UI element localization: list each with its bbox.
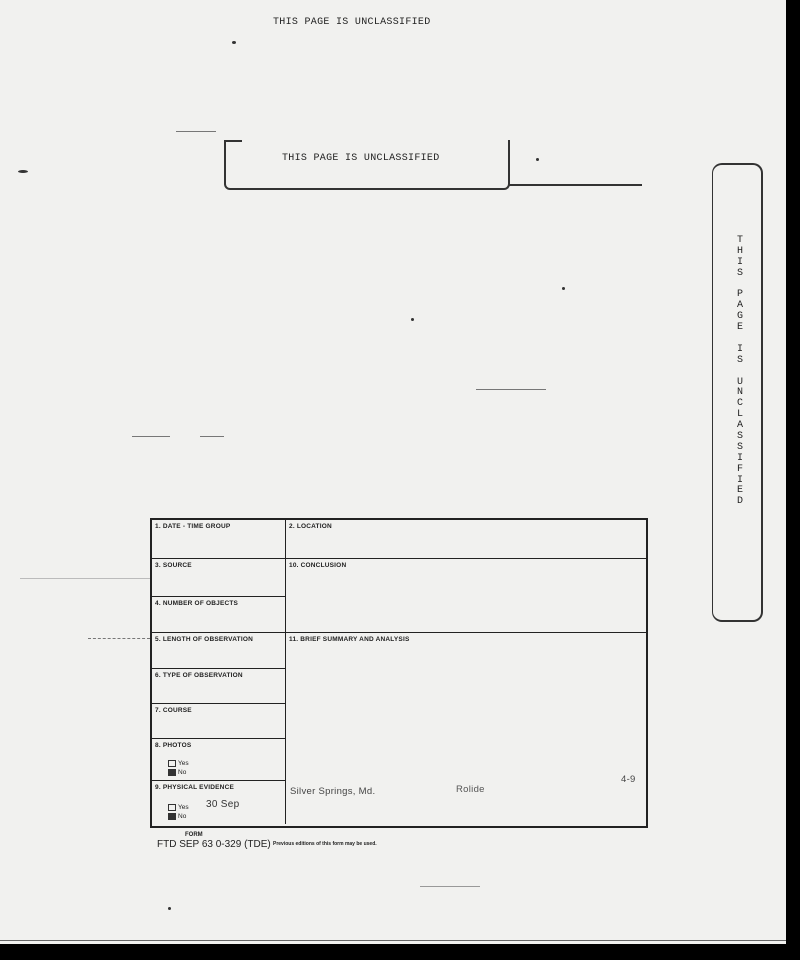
side-banner-letter: S: [736, 354, 743, 366]
side-banner-letter: A: [736, 300, 743, 312]
conclusion-label: 10. CONCLUSION: [289, 562, 347, 569]
length-of-observation-field: [152, 633, 286, 669]
evidence-no-option: [168, 813, 186, 820]
form-word: FORM: [185, 832, 203, 838]
side-banner-letter: I: [736, 343, 743, 355]
evidence-no-label: No: [178, 813, 187, 821]
type-of-observation-field: [152, 669, 286, 704]
side-banner-letter: E: [736, 322, 743, 334]
photos-field: [152, 739, 286, 781]
summary-word-text: Rolide: [456, 784, 485, 795]
side-classification-banner: [735, 236, 745, 508]
date-time-group-label: 1. DATE - TIME GROUP: [155, 523, 231, 530]
side-banner-letter: I: [736, 256, 743, 268]
physical-evidence-label: 9. PHYSICAL EVIDENCE: [155, 784, 235, 791]
source-label: 3. SOURCE: [155, 562, 192, 569]
type-of-observation-label: 6. TYPE OF OBSERVATION: [155, 672, 243, 679]
side-banner-letter: S: [736, 267, 743, 279]
date-time-group-field: [152, 520, 286, 559]
course-label: 7. COURSE: [155, 707, 192, 714]
side-banner-letter: C: [736, 398, 743, 410]
scan-mark: [132, 436, 170, 437]
evidence-yes-label: Yes: [178, 804, 189, 812]
form-note: Previous editions of this form may be used.: [273, 841, 377, 847]
scan-mark: [420, 886, 480, 887]
scan-speck: [411, 318, 414, 321]
page-code-text: 4-9: [621, 774, 636, 785]
side-banner-letter: P: [736, 289, 743, 301]
scan-mark: [88, 638, 150, 639]
side-banner-letter: T: [736, 235, 743, 246]
side-banner-letter: S: [736, 431, 743, 443]
side-banner-letter: E: [736, 485, 743, 497]
side-banner-letter: I: [736, 474, 743, 486]
location-field: [286, 520, 646, 559]
side-banner-letter: A: [736, 420, 743, 432]
source-field: [152, 559, 286, 597]
physical-evidence-field: [152, 781, 286, 824]
inner-classification-banner: THIS PAGE IS UNCLASSIFIED: [282, 153, 440, 164]
scan-mark: [476, 389, 546, 390]
inner-banner-underline: [508, 184, 642, 186]
photos-no-label: No: [178, 769, 187, 777]
scan-speck: [536, 158, 539, 161]
summary-location-text: Silver Springs, Md.: [290, 786, 376, 797]
form-number: FTD SEP 63 0-329 (TDE): [157, 839, 271, 850]
side-banner-letter: U: [736, 376, 743, 388]
scan-speck: [18, 170, 28, 173]
number-of-objects-label: 4. NUMBER OF OBJECTS: [155, 600, 239, 607]
photos-no-option: [168, 769, 186, 776]
side-banner-letter: L: [736, 409, 743, 421]
number-of-objects-field: [152, 597, 286, 633]
photos-label: 8. PHOTOS: [155, 742, 192, 749]
evidence-date-text: 30 Sep: [206, 799, 240, 810]
scan-mark: [20, 578, 150, 579]
project-record-card: [150, 518, 648, 828]
side-banner-letter: D: [736, 496, 743, 508]
scan-mark: [176, 131, 216, 132]
top-classification-banner: THIS PAGE IS UNCLASSIFIED: [273, 17, 431, 28]
photos-no-checkbox: [168, 769, 176, 776]
side-banner-letter: F: [736, 463, 743, 475]
photos-yes-option: [168, 760, 189, 767]
scan-edge: [0, 940, 786, 941]
evidence-yes-checkbox: [168, 804, 176, 811]
length-of-observation-label: 5. LENGTH OF OBSERVATION: [155, 636, 253, 643]
location-label: 2. LOCATION: [289, 523, 332, 530]
side-banner-letter: I: [736, 452, 743, 464]
side-banner-letter: H: [736, 245, 743, 257]
inner-banner-frame: [224, 140, 510, 190]
brief-summary-field: [286, 633, 646, 824]
scan-speck: [232, 41, 236, 44]
photos-yes-label: Yes: [178, 760, 189, 768]
side-banner-letter: S: [736, 441, 743, 453]
conclusion-field: [286, 559, 646, 633]
course-field: [152, 704, 286, 739]
scan-speck: [562, 287, 565, 290]
scan-speck: [168, 907, 171, 910]
side-banner-letter: N: [736, 387, 743, 399]
brief-summary-label: 11. BRIEF SUMMARY AND ANALYSIS: [289, 636, 410, 643]
scan-mark: [200, 436, 224, 437]
photos-yes-checkbox: [168, 760, 176, 767]
side-banner-letter: [737, 367, 743, 378]
side-banner-letter: G: [736, 311, 743, 323]
evidence-no-checkbox: [168, 813, 176, 820]
evidence-yes-option: [168, 804, 189, 811]
